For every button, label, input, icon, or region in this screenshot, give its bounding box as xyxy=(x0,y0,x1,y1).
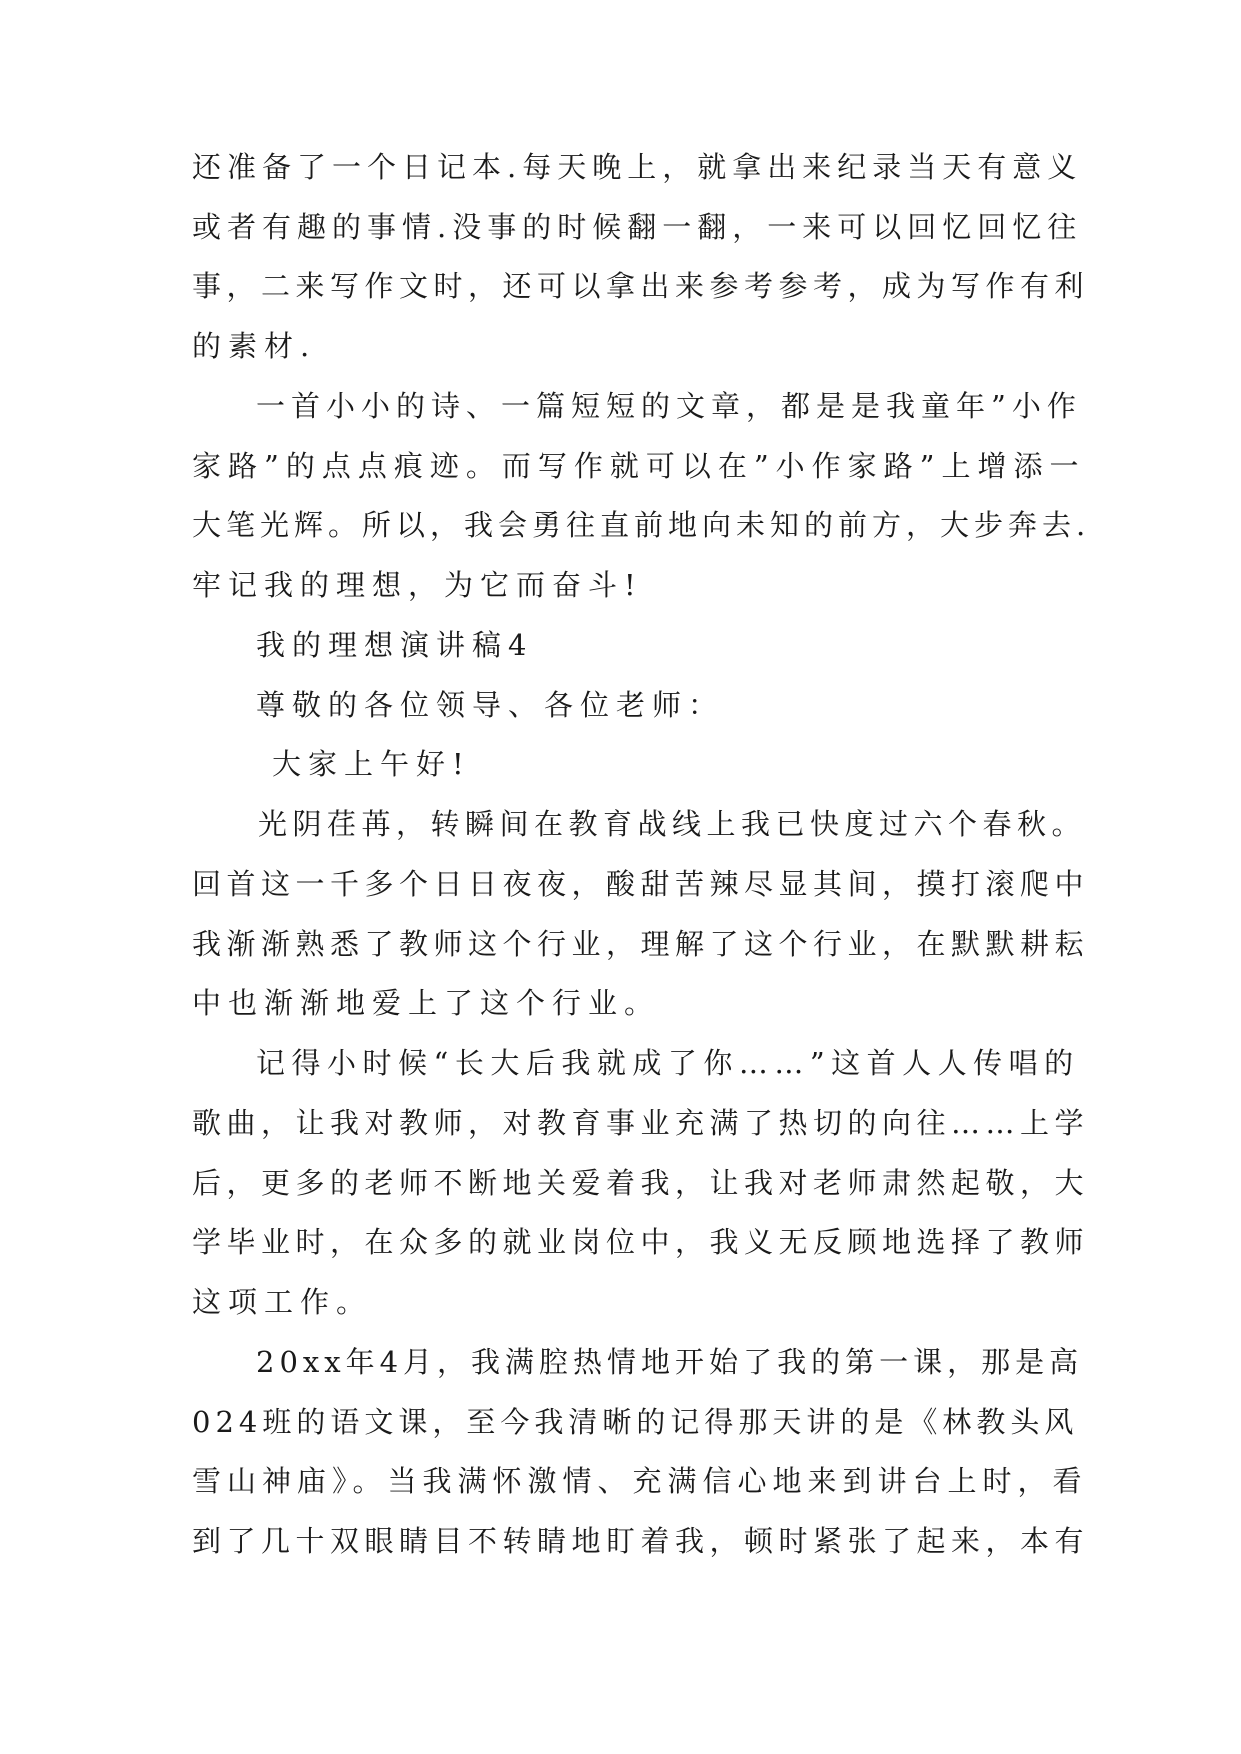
text-line: 事，二来写作文时，还可以拿出来参考参考，成为写作有利 xyxy=(192,269,1090,303)
text-line: 这项工作。 xyxy=(192,1285,373,1319)
text-line: 回首这一千多个日日夜夜，酸甜苦辣尽显其间，摸打滚爬中 xyxy=(192,867,1090,901)
text-line: 一首小小的诗、一篇短短的文章，都是是我童年”小作 xyxy=(256,389,1082,423)
text-line: 后，更多的老师不断地关爱着我，让我对老师肃然起敬，大 xyxy=(192,1166,1090,1200)
salutation: 尊敬的各位领导、各位老师： xyxy=(256,688,725,722)
text-line: 我渐渐熟悉了教师这个行业，理解了这个行业，在默默耕耘 xyxy=(192,927,1090,961)
text-line: 歌曲，让我对教师，对教育事业充满了热切的向往……上学 xyxy=(192,1106,1090,1140)
text-line: 到了几十双眼睛目不转睛地盯着我，顿时紧张了起来，本有 xyxy=(192,1524,1090,1558)
section-heading: 我的理想演讲稿4 xyxy=(256,628,534,662)
text-line: 学毕业时，在众多的就业岗位中，我义无反顾地选择了教师 xyxy=(192,1225,1090,1259)
text-line: 大笔光辉。所以，我会勇往直前地向未知的前方，大步奔去. xyxy=(192,508,1091,542)
text-line: 20xx年4月，我满腔热情地开始了我的第一课，那是高 xyxy=(256,1345,1084,1379)
text-line: 024班的语文课，至今我清晰的记得那天讲的是《林教头风 xyxy=(192,1405,1079,1439)
text-line: 雪山神庙》。当我满怀激情、充满信心地来到讲台上时，看 xyxy=(192,1464,1088,1498)
text-line: 还准备了一个日记本.每天晚上，就拿出来纪录当天有意义 xyxy=(192,150,1083,184)
greeting: 大家上午好! xyxy=(272,747,471,781)
text-line: 或者有趣的事情.没事的时候翻一翻，一来可以回忆回忆往 xyxy=(192,210,1083,244)
text-line: 的素材. xyxy=(192,329,317,363)
text-line: 中也渐渐地爱上了这个行业。 xyxy=(192,986,661,1020)
text-line: 牢记我的理想，为它而奋斗! xyxy=(192,568,643,602)
text-line: 记得小时候“长大后我就成了你……”这首人人传唱的 xyxy=(256,1046,1080,1080)
text-line: 光阴荏苒，转瞬间在教育战线上我已快度过六个春秋。 xyxy=(258,807,1087,841)
text-line: 家路”的点点痕迹。而写作就可以在”小作家路”上增添一 xyxy=(192,449,1086,483)
